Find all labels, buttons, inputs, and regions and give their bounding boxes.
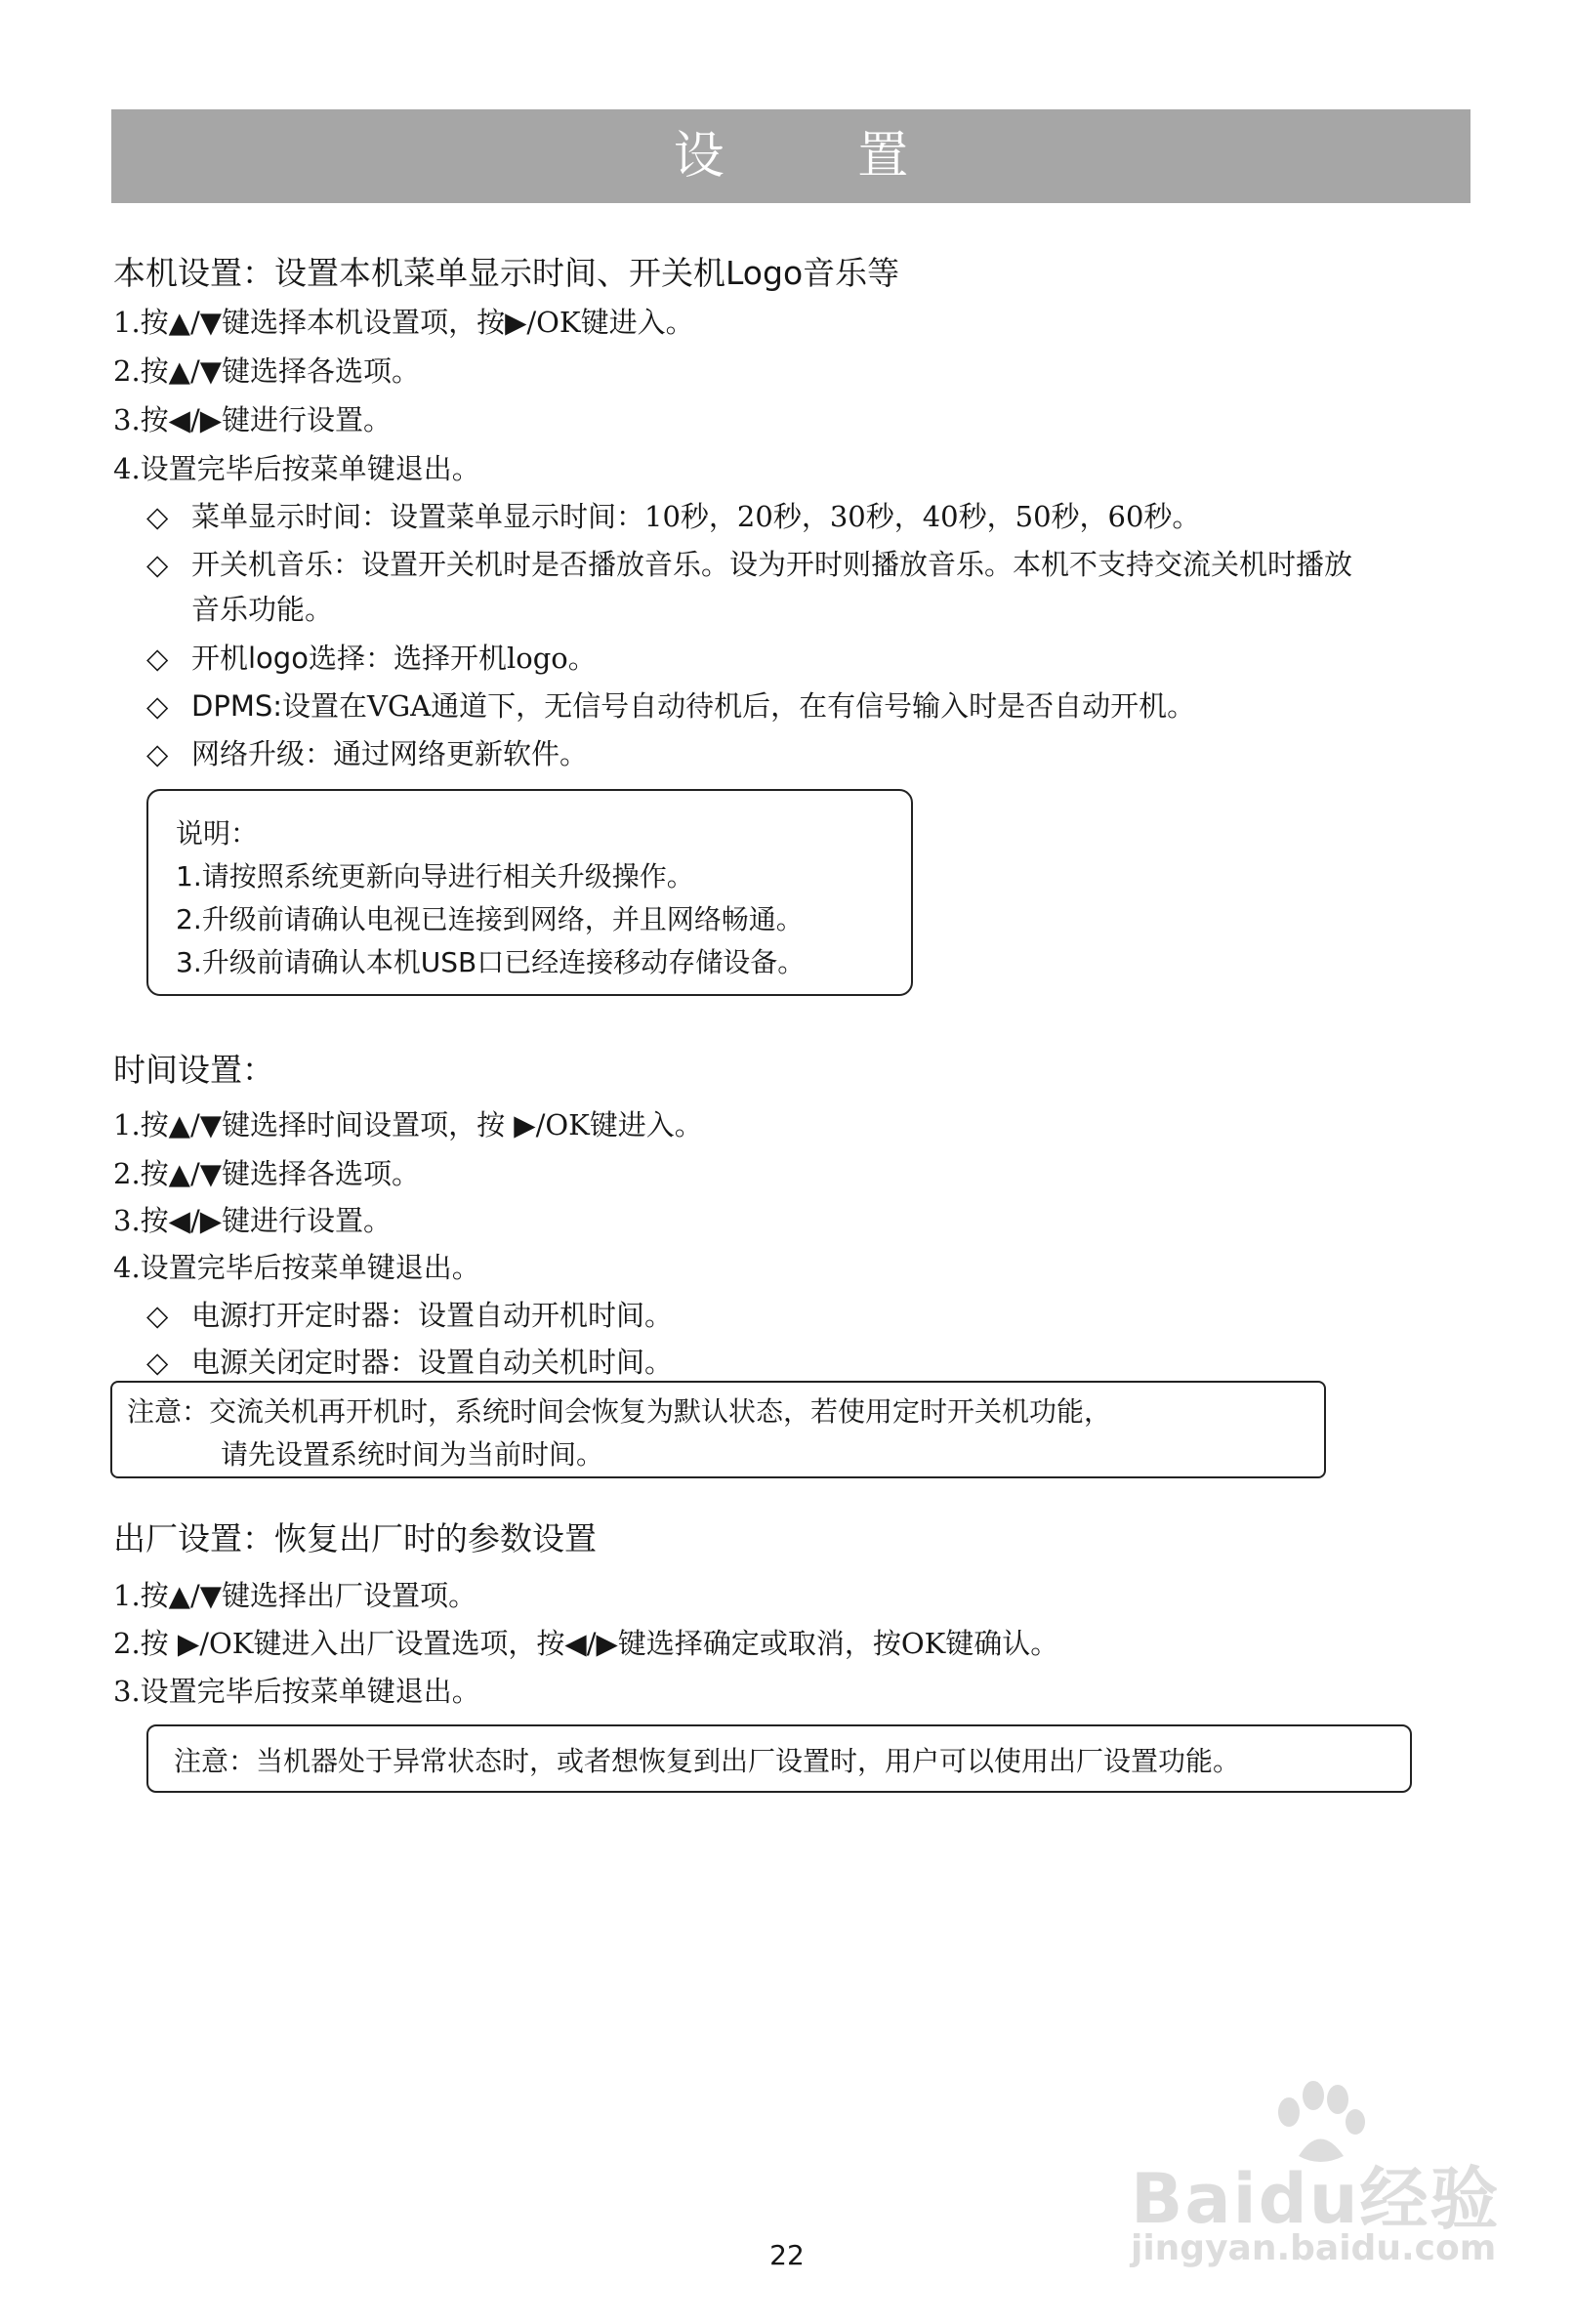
diamond-icon: ◇ [146,642,169,675]
upgrade-note-line-1: 1.请按照系统更新向导进行相关升级操作。 [176,860,694,892]
watermark-url: jingyan.baidu.com [1131,2228,1497,2268]
bullet-power-off-timer: ◇ 电源关闭定时器：设置自动关机时间。 [146,1346,674,1379]
section-title-banner: 设 置 [111,109,1470,203]
time-step-1: 1.按▲/▼键选择时间设置项，按 ▶/OK键进入。 [113,1108,703,1141]
diamond-icon: ◇ [146,689,169,723]
diamond-icon: ◇ [146,1346,169,1379]
local-step-4: 4.设置完毕后按菜单键退出。 [113,452,480,485]
bullet-menu-display-time: ◇ 菜单显示时间：设置菜单显示时间：10秒，20秒，30秒，40秒，50秒，60秒。 [146,500,1201,533]
local-step-1: 1.按▲/▼键选择本机设置项，按▶/OK键进入。 [113,306,694,339]
bullet-network-upgrade: ◇ 网络升级：通过网络更新软件。 [146,737,589,770]
page-number: 22 [769,2239,805,2271]
bullet-power-music-continued: 音乐功能。 [191,593,334,626]
factory-settings-heading: 出厂设置：恢复出厂时的参数设置 [113,1519,597,1557]
bullet-boot-logo: ◇ 开机logo选择：选择开机logo。 [146,642,597,675]
bullet-power-on-timer: ◇ 电源打开定时器：设置自动开机时间。 [146,1299,674,1332]
bullet-dpms: ◇ DPMS:设置在VGA通道下，无信号自动待机后，在有信号输入时是否自动开机。 [146,689,1196,723]
time-settings-heading: 时间设置： [113,1051,274,1089]
diamond-icon: ◇ [146,1299,169,1332]
diamond-icon: ◇ [146,548,169,581]
time-step-2: 2.按▲/▼键选择各选项。 [113,1157,421,1190]
factory-note-text: 注意：当机器处于异常状态时，或者想恢复到出厂设置时，用户可以使用出厂设置功能。 [174,1745,1241,1777]
watermark-brand: Baidu经验 [1131,2159,1501,2239]
local-step-2: 2.按▲/▼键选择各选项。 [113,354,421,388]
diamond-icon: ◇ [146,500,169,533]
factory-step-1: 1.按▲/▼键选择出厂设置项。 [113,1579,477,1612]
time-note-line-1: 注意：交流关机再开机时，系统时间会恢复为默认状态，若使用定时开关机功能， [127,1395,1112,1428]
local-settings-heading: 本机设置：设置本机菜单显示时间、开关机Logo音乐等 [113,254,900,292]
upgrade-note-label: 说明： [176,817,259,850]
diamond-icon: ◇ [146,737,169,770]
local-step-3: 3.按◀/▶键进行设置。 [113,403,393,436]
time-step-3: 3.按◀/▶键进行设置。 [113,1204,393,1237]
upgrade-note-line-2: 2.升级前请确认电视已连接到网络，并且网络畅通。 [176,903,804,935]
upgrade-note-line-3: 3.升级前请确认本机USB口已经连接移动存储设备。 [176,946,806,978]
bullet-power-music: ◇ 开关机音乐：设置开关机时是否播放音乐。设为开时则播放音乐。本机不支持交流关机时播放 [146,548,1353,581]
factory-step-2: 2.按 ▶/OK键进入出厂设置选项，按◀/▶键选择确定或取消，按OK键确认。 [113,1627,1059,1660]
factory-step-3: 3.设置完毕后按菜单键退出。 [113,1675,480,1708]
time-step-4: 4.设置完毕后按菜单键退出。 [113,1251,480,1284]
time-note-line-2: 请先设置系统时间为当前时间。 [221,1438,604,1471]
